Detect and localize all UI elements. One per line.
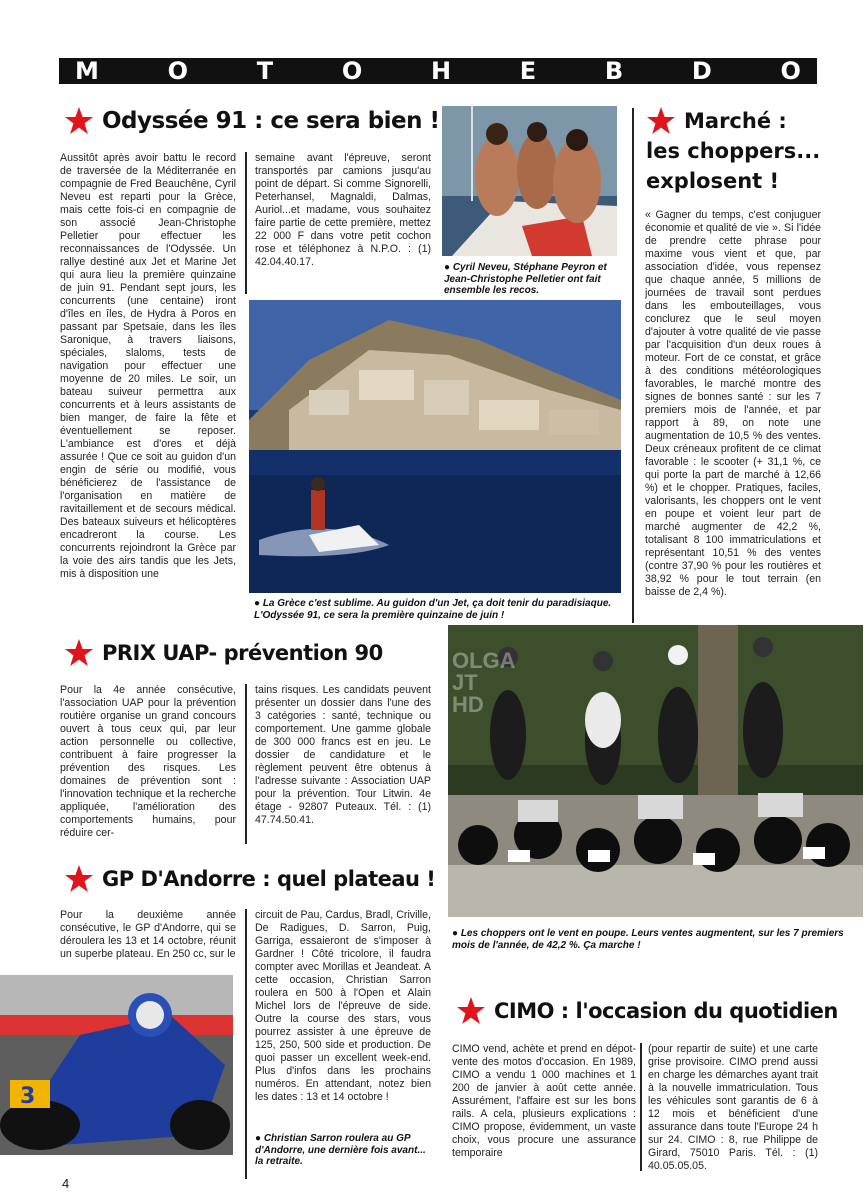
marche-headline	[646, 106, 821, 196]
prix-title: PRIX UAP- prévention 90	[102, 641, 383, 665]
column-rule	[245, 909, 247, 1179]
prix-column-2: tains risques. Les candidats peuvent présenter un dossier dans l'une des 3 catégories : santé, technique ou comportement. Une gamme globale de 300 000 francs est en jeu. Le dossier de candidature et le règlement peuvent être obtenus à l'adresse suivante : Association UAP pour la prévention. Tour Litwin. 4e étage - 92807 Puteaux. Tél. : (1) 47.74.50.41.	[255, 684, 431, 826]
bullet-icon: ●	[255, 1133, 264, 1144]
prix-column-1: Pour la 4e année consécutive, l'association UAP pour la prévention routière organise un grand concours ouvert à tous ceux qui, par leur action personnelle ou collective, contribuent à faire progresser la prévention des risques. Les domaines de prévention sont : l'innovation technique et la recherche appliquée, l'amélioration des comportements humains, pour réduire cer-	[60, 684, 236, 839]
watermark-text: OLGA JT HD	[452, 648, 515, 717]
masthead-letter: E	[519, 57, 537, 85]
column-rule	[632, 108, 634, 623]
star-icon	[64, 864, 94, 894]
bullet-icon: ●	[254, 598, 263, 609]
column-rule	[245, 152, 247, 294]
choppers-photo-caption-text: Les choppers ont le vent en poupe. Leurs ventes augmentent, sur les 7 premiers mois de l'année, de 42,2 %. Ça marche !	[452, 928, 844, 951]
boat-photo-caption	[444, 262, 620, 297]
page-number: 4	[62, 1176, 70, 1191]
marche-body: « Gagner du temps, c'est conjuguer économie et qualité de vie ». Si l'idée de prendre cette phrase pour maxime vous vient et que, par association d'idée, vous repensez que chaque année, 5 millions de journées de travail sont perdues dans les embouteillages, vous conclurez que le seul moyen d'ajouter à votre qualité de vie passe par l'acquisition d'un deux roues à moteur. Fort de ce constat, et grâce à des conditions météorologiques favorables, le marché montre des signes de bonnes santé : sur les 7 premiers mois de l'année, et par rapport à 89, on note une augmentation de 10,5 % des ventes. Deux créneaux profitent de ce climat favorable : le scooter (+ 31,1 %, ce qui porte la part de marché à 12,66 %) et le chopper. Pratiques, faciles, valorisants, les choppers ont le vent en poupe et voient leur part de marché augmenter de 42,2 %, totalisant 8 100 immatriculations et représentant 10,51 % des ventes (contre 37,90 % pour les routières et 38,92 % pour le tout terrain (en baisse de 2,4 %).	[645, 209, 821, 598]
cimo-column-2: (pour repartir de suite) et une carte grise provisoire. CIMO prend aussi en charge les démarches ayant trait à la nouvelle immatriculation. Tous les véhicules sont garantis de 6 à 12 mois et bénéficient d'une assurance dans toute l'Europe 24 h sur 24. CIMO : 8, rue Philippe de Girard, 75010 Paris. Tél. : (1) 40.05.05.05.	[648, 1043, 818, 1172]
andorre-column-1: Pour la deuxième année consécutive, le GP d'Andorre, qui se déroulera les 13 et 14 octobre, réunit un superbe plateau. En 250 cc, sur le	[60, 909, 236, 960]
andorre-photo-caption	[255, 1133, 435, 1168]
masthead-letter: M	[75, 57, 99, 85]
odyssee-column-1: Aussitôt après avoir battu le record de traversée de la Méditerranée en compagnie de Fred Beauchêne, Cyril Neveu est reparti pour la Grèce, mais cette fois-ci en compagnie de son associé Jean-Christophe Pelletier pour effectuer les reconnaissances de l'Odyssée. Un rallye destiné aux Jet et Marine Jet qui aura lieu la première quinzaine de juin 91. Pendant sept jours, les concurrents (une centaine) iront d'îles en îles, de Hydra à Poros en passant par Spetsaie, dans les îles Saronique, à travers liaisons, spéciales, slaloms, tests de navigation pour effectuer une moyenne de 20 miles. Le soir, un bateau suiveur permettra aux concurrents et à leurs assistants de bien manger, de faire la fête et éventuellement se reposer. L'ambiance est d'ores et déjà assurée ! Que ce soit au guidon d'un engin de série ou modifié, vous bénéficierez de l'assistance de l'organisation en matière de ravitaillement et de secours médical. Des bateaux suiveurs et hélicoptères encadreront la course. Les concurrents rejoindront la Grèce par la voie des airs tandis que les Jets, mis à disposition une	[60, 152, 236, 580]
racing-photo	[0, 975, 233, 1155]
bullet-icon: ●	[444, 262, 453, 273]
andorre-column-2: circuit de Pau, Cardus, Bradl, Criville, De Radigues, D. Sarron, Puig, Garriga, essaieront de s'imposer à Gardner ! Côté tricolore, il faudra compter avec Morillas et Jeandeat. A cette occasion, Christian Sarron roulera en 500 à l'Open et Alain Michel lors de l'épreuve de side. Outre la course des stars, vous pourrez assister à une épreuve de 125, 250, 500 side et production. De quoi passer un excellent week-end. Plus d'infos dans les prochains numéros. En attendant, notez bien les dates : 13 et 14 octobre !	[255, 909, 431, 1103]
masthead-letter: O	[341, 57, 363, 85]
star-icon	[64, 638, 94, 668]
greece-photo-caption	[254, 598, 624, 621]
boat-photo-caption-text: Cyril Neveu, Stéphane Peyron et Jean-Christophe Pelletier ont fait ensemble les recos.	[444, 262, 607, 296]
odyssee-headline	[64, 106, 440, 136]
masthead-letter: D	[691, 57, 712, 85]
boat-crew-photo	[442, 106, 617, 256]
marche-title-line-2: les choppers...	[646, 139, 821, 163]
column-rule	[245, 684, 247, 844]
svg-text:3: 3	[20, 1084, 36, 1109]
andorre-title: GP D'Andorre : quel plateau !	[102, 867, 436, 891]
masthead-letter: H	[430, 57, 452, 85]
star-icon	[456, 996, 486, 1026]
masthead-letter: T	[256, 57, 274, 85]
cimo-title: CIMO : l'occasion du quotidien	[494, 999, 838, 1023]
star-icon	[646, 106, 676, 136]
prix-headline	[64, 638, 383, 668]
cimo-headline	[456, 996, 838, 1026]
column-rule	[640, 1043, 642, 1171]
andorre-photo-caption-text: Christian Sarron roulera au GP d'Andorre, une dernière fois avant... la retraite.	[255, 1133, 426, 1167]
cimo-column-1: CIMO vend, achète et prend en dépot-vente des motos d'occasion. En 1989, CIMO a vendu 1 000 machines et 1 200 de janvier à août cette année. Assurément, l'affaire est sur les bons rails. A cela, plusieurs explications : CIMO propose, évidemment, un vaste choix, vous procure une assurance temporaire	[452, 1043, 636, 1159]
masthead-letter: O	[780, 57, 801, 85]
odyssee-column-2: semaine avant l'épreuve, seront transportés par camions jusqu'au point de départ. Si comme Signorelli, Peterhansel, Magnaldi, Dalmas, Auriol...et madame, vous souhaitez faire partie de cette première, mettez 22 000 F dans votre petit cochon rose et téléphonez à N.P.O. : (1) 42.04.40.17.	[255, 152, 431, 268]
greece-photo-caption-text: La Grèce c'est sublime. Au guidon d'un Jet, ça doit tenir du paradisiaque. L'Odyssée 91, ce sera la première quinzaine de juin !	[254, 598, 612, 621]
masthead	[59, 58, 817, 84]
marche-title-line-1: Marché :	[684, 109, 787, 133]
choppers-photo-caption	[452, 928, 862, 951]
greece-jet-photo	[249, 300, 621, 593]
marche-title-line-3: explosent !	[646, 169, 780, 193]
odyssee-title: Odyssée 91 : ce sera bien !	[102, 108, 440, 134]
andorre-headline	[64, 864, 435, 894]
masthead-letter: O	[167, 57, 189, 85]
bullet-icon: ●	[452, 928, 461, 939]
watermark-logo	[452, 648, 515, 717]
star-icon	[64, 106, 94, 136]
masthead-letter: B	[604, 57, 624, 85]
